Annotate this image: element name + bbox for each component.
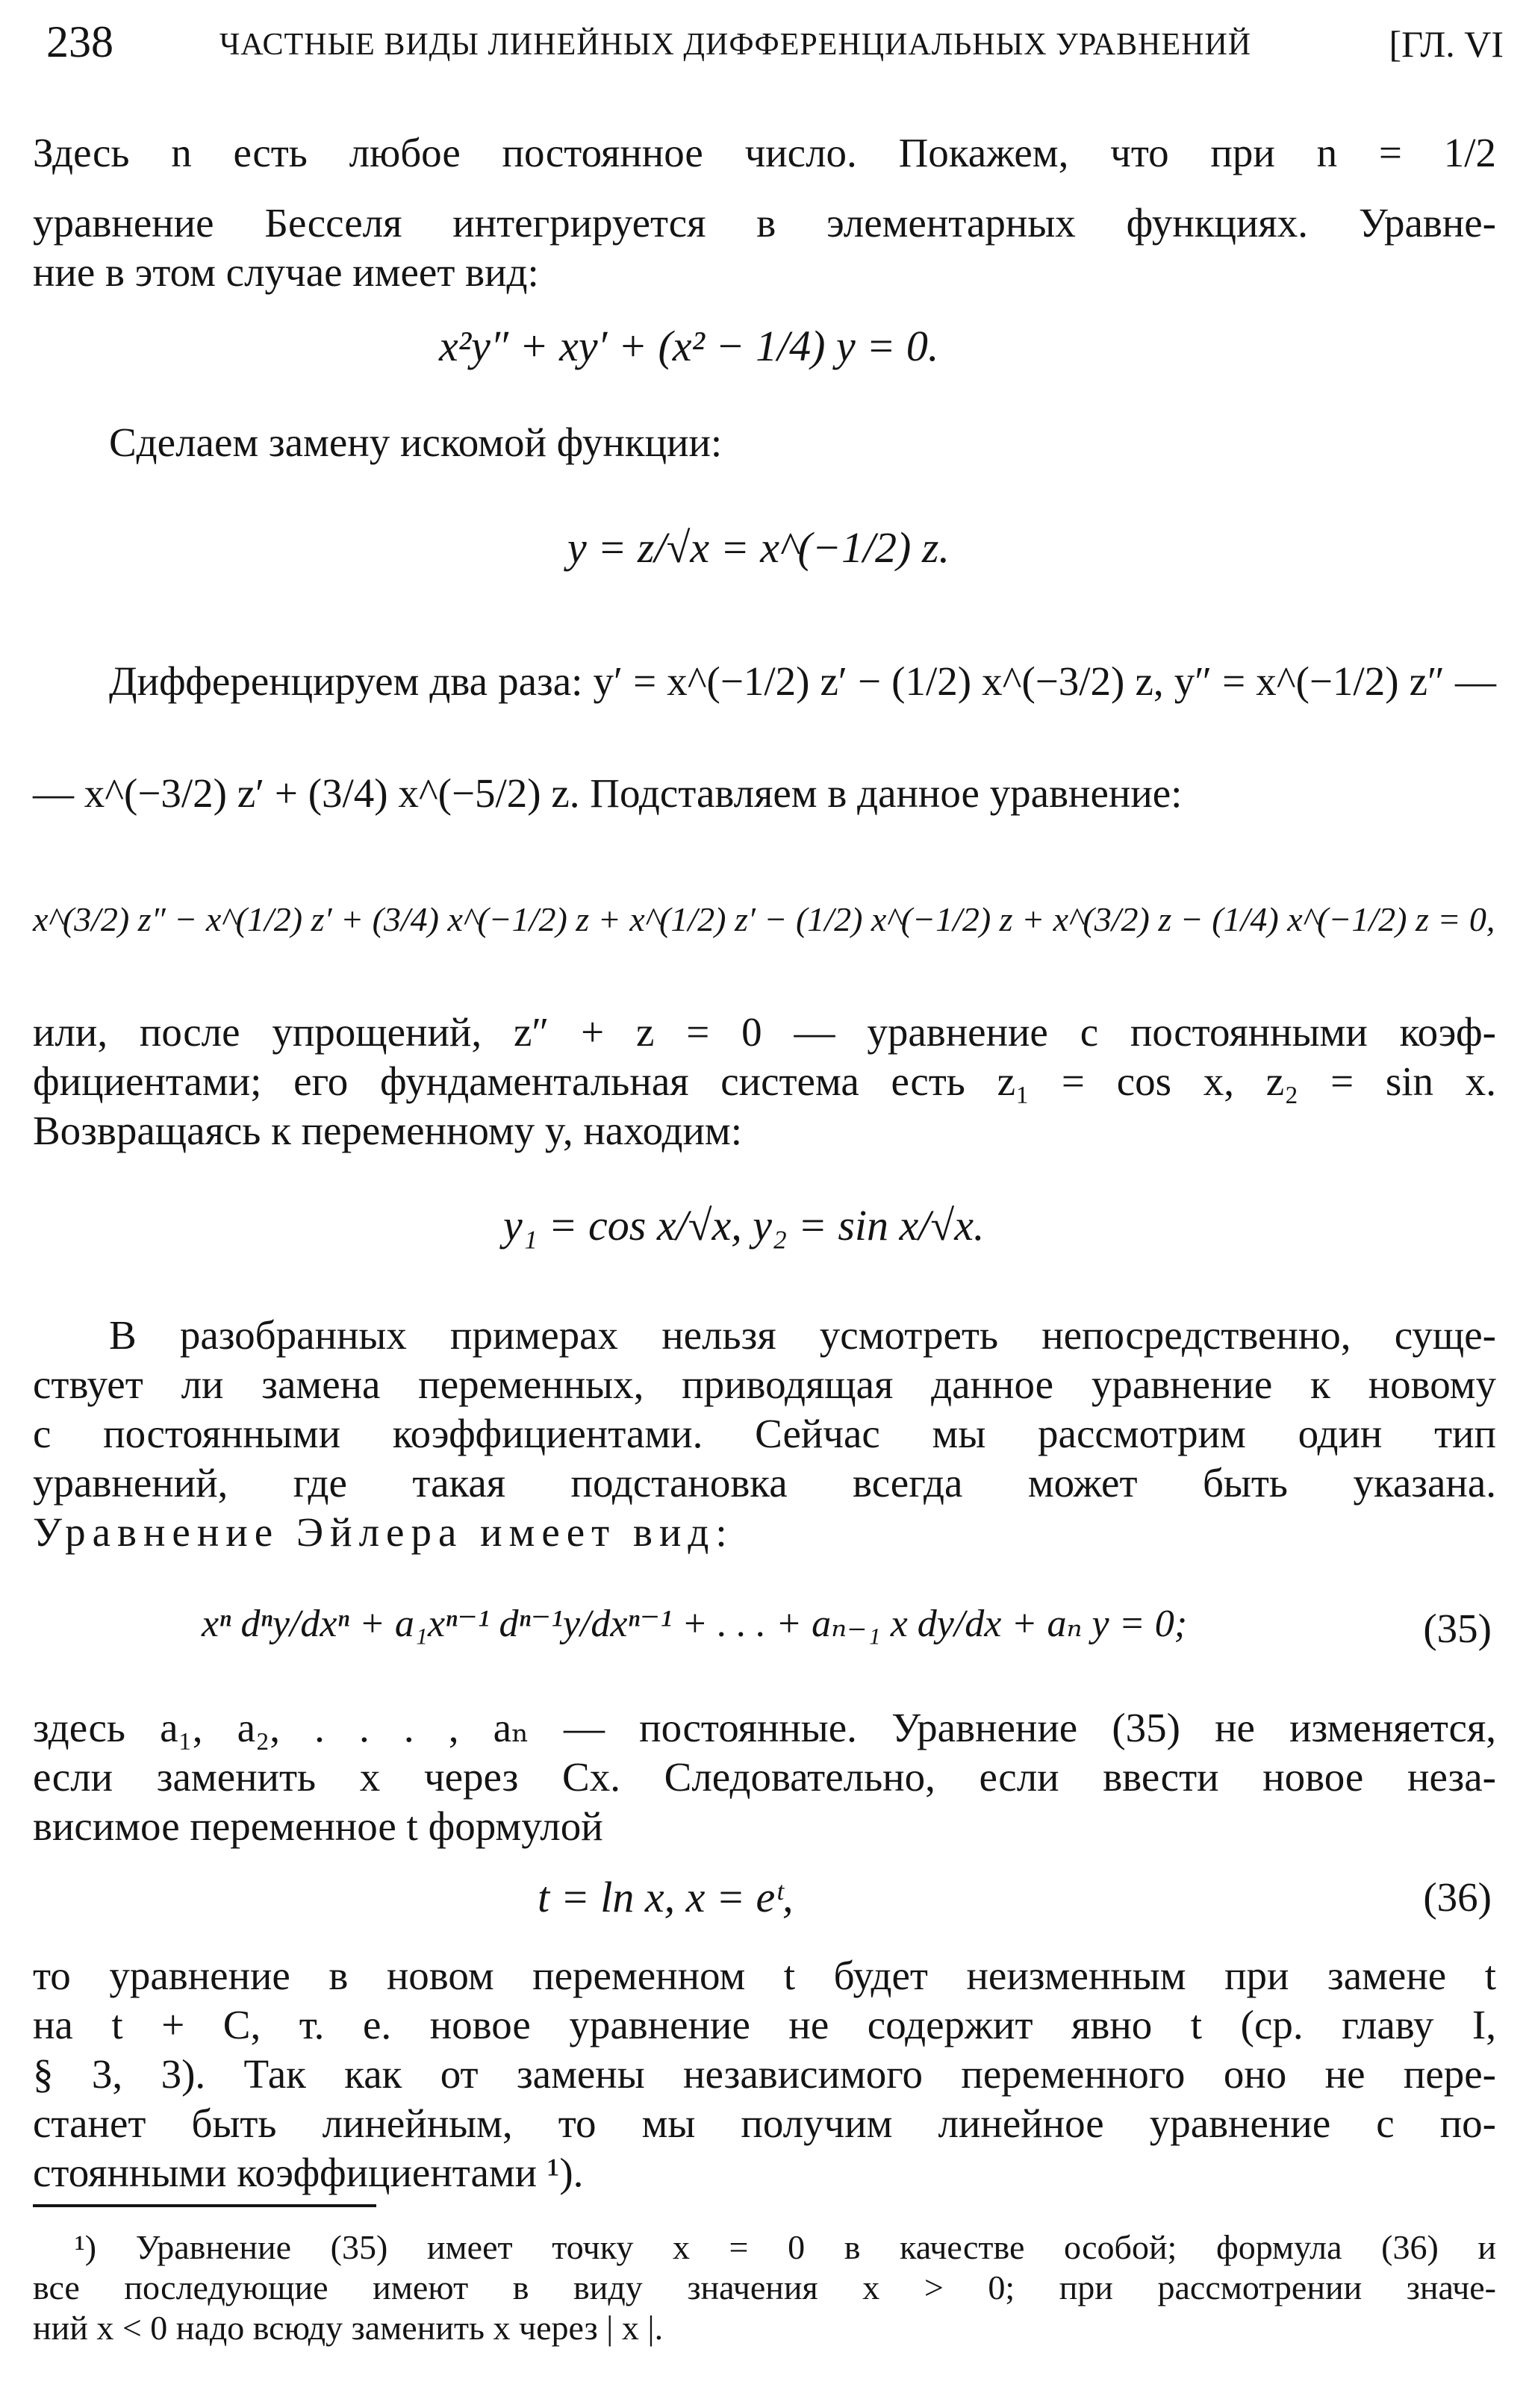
running-title: ЧАСТНЫЕ ВИДЫ ЛИНЕЙНЫХ ДИФФЕРЕНЦИАЛЬНЫХ УРАВНЕНИЙ bbox=[219, 28, 1252, 62]
text-line: уравнений, где такая подстановка всегда может быть указана. bbox=[33, 1460, 1496, 1506]
text-line: или, после упрощений, z″ + z = 0 — уравнение с постоянными коэф- bbox=[33, 1009, 1496, 1055]
text-line: Сделаем замену искомой функции: bbox=[109, 419, 723, 465]
substituted-equation: x^(3/2) z″ − x^(1/2) z′ + (3/4) x^(−1/2) z + x^(1/2) z′ − (1/2) x^(−1/2) z + x^(3/2) z − (1/4) x^(−1/2) z = 0, bbox=[33, 900, 1495, 938]
chapter-label: [ГЛ. VI bbox=[1389, 23, 1504, 65]
text-line: ние в этом случае имеет вид: bbox=[33, 249, 539, 295]
equation-number-35: (35) bbox=[1423, 1606, 1492, 1651]
solution-equation: y₁ = cos x/√x, y₂ = sin x/√x. bbox=[503, 1201, 985, 1250]
text-line: станет быть линейным, то мы получим линейное уравнение с по- bbox=[33, 2100, 1496, 2146]
footnote-divider bbox=[33, 2204, 376, 2207]
bessel-equation: x²y″ + xy′ + (x² − 1/4) y = 0. bbox=[439, 322, 939, 370]
page-number: 238 bbox=[46, 17, 113, 66]
text-line: § 3, 3). Так как от замены независимого переменного оно не пере- bbox=[33, 2051, 1496, 2097]
equation-number-36: (36) bbox=[1423, 1874, 1492, 1920]
footnote-line: ¹) Уравнение (35) имеет точку x = 0 в качестве особой; формула (36) и bbox=[75, 2228, 1496, 2266]
substitution-equation: y = z/√x = x^(−1/2) z. bbox=[567, 523, 950, 572]
page-header bbox=[33, 16, 1504, 84]
text-line: фициентами; его фундаментальная система есть z₁ = cos x, z₂ = sin x. bbox=[33, 1058, 1496, 1104]
text-line: уравнение Бесселя интегрируется в элементарных функциях. Уравне- bbox=[33, 200, 1496, 246]
text-line: В разобранных примерах нельзя усмотреть непосредственно, суще- bbox=[109, 1312, 1496, 1358]
log-substitution-equation: t = ln x, x = eᵗ, bbox=[538, 1873, 794, 1921]
text-line: если заменить x через Cx. Следовательно, если ввести новое неза- bbox=[33, 1754, 1496, 1800]
text-line: — x^(−3/2) z′ + (3/4) x^(−5/2) z. Подставляем в данное уравнение: bbox=[33, 770, 1183, 816]
euler-equation: xⁿ dⁿy/dxⁿ + a₁xⁿ⁻¹ dⁿ⁻¹y/dxⁿ⁻¹ + . . . + aₙ₋₁ x dy/dx + aₙ y = 0; bbox=[202, 1603, 1188, 1645]
text-line: стоянными коэффициентами ¹). bbox=[33, 2150, 584, 2195]
footnote-line: ний x < 0 надо всюду заменить x через | x |. bbox=[33, 2309, 664, 2347]
text-line: Возвращаясь к переменному y, находим: bbox=[33, 1108, 743, 1153]
text-line: Уравнение Эйлера имеет вид: bbox=[33, 1509, 734, 1555]
text-line: ствует ли замена переменных, приводящая данное уравнение к новому bbox=[33, 1361, 1496, 1407]
text-line: Здесь n есть любое постоянное число. Покажем, что при n = 1/2 bbox=[33, 130, 1496, 175]
text-line: с постоянными коэффициентами. Сейчас мы рассмотрим один тип bbox=[33, 1411, 1496, 1456]
text-line: то уравнение в новом переменном t будет неизменным при замене t bbox=[33, 1953, 1496, 1998]
text-line: висимое переменное t формулой bbox=[33, 1803, 603, 1849]
text-line: Дифференцируем два раза: y′ = x^(−1/2) z′ − (1/2) x^(−3/2) z, y″ = x^(−1/2) z″ — bbox=[109, 658, 1496, 704]
text-line: на t + C, т. е. новое уравнение не содержит явно t (ср. главу I, bbox=[33, 2002, 1496, 2047]
footnote-line: все последующие имеют в виду значения x > 0; при рассмотрении значе- bbox=[33, 2268, 1496, 2306]
text-line: здесь a₁, a₂, . . . , aₙ — постоянные. Уравнение (35) не изменяется, bbox=[33, 1705, 1496, 1750]
